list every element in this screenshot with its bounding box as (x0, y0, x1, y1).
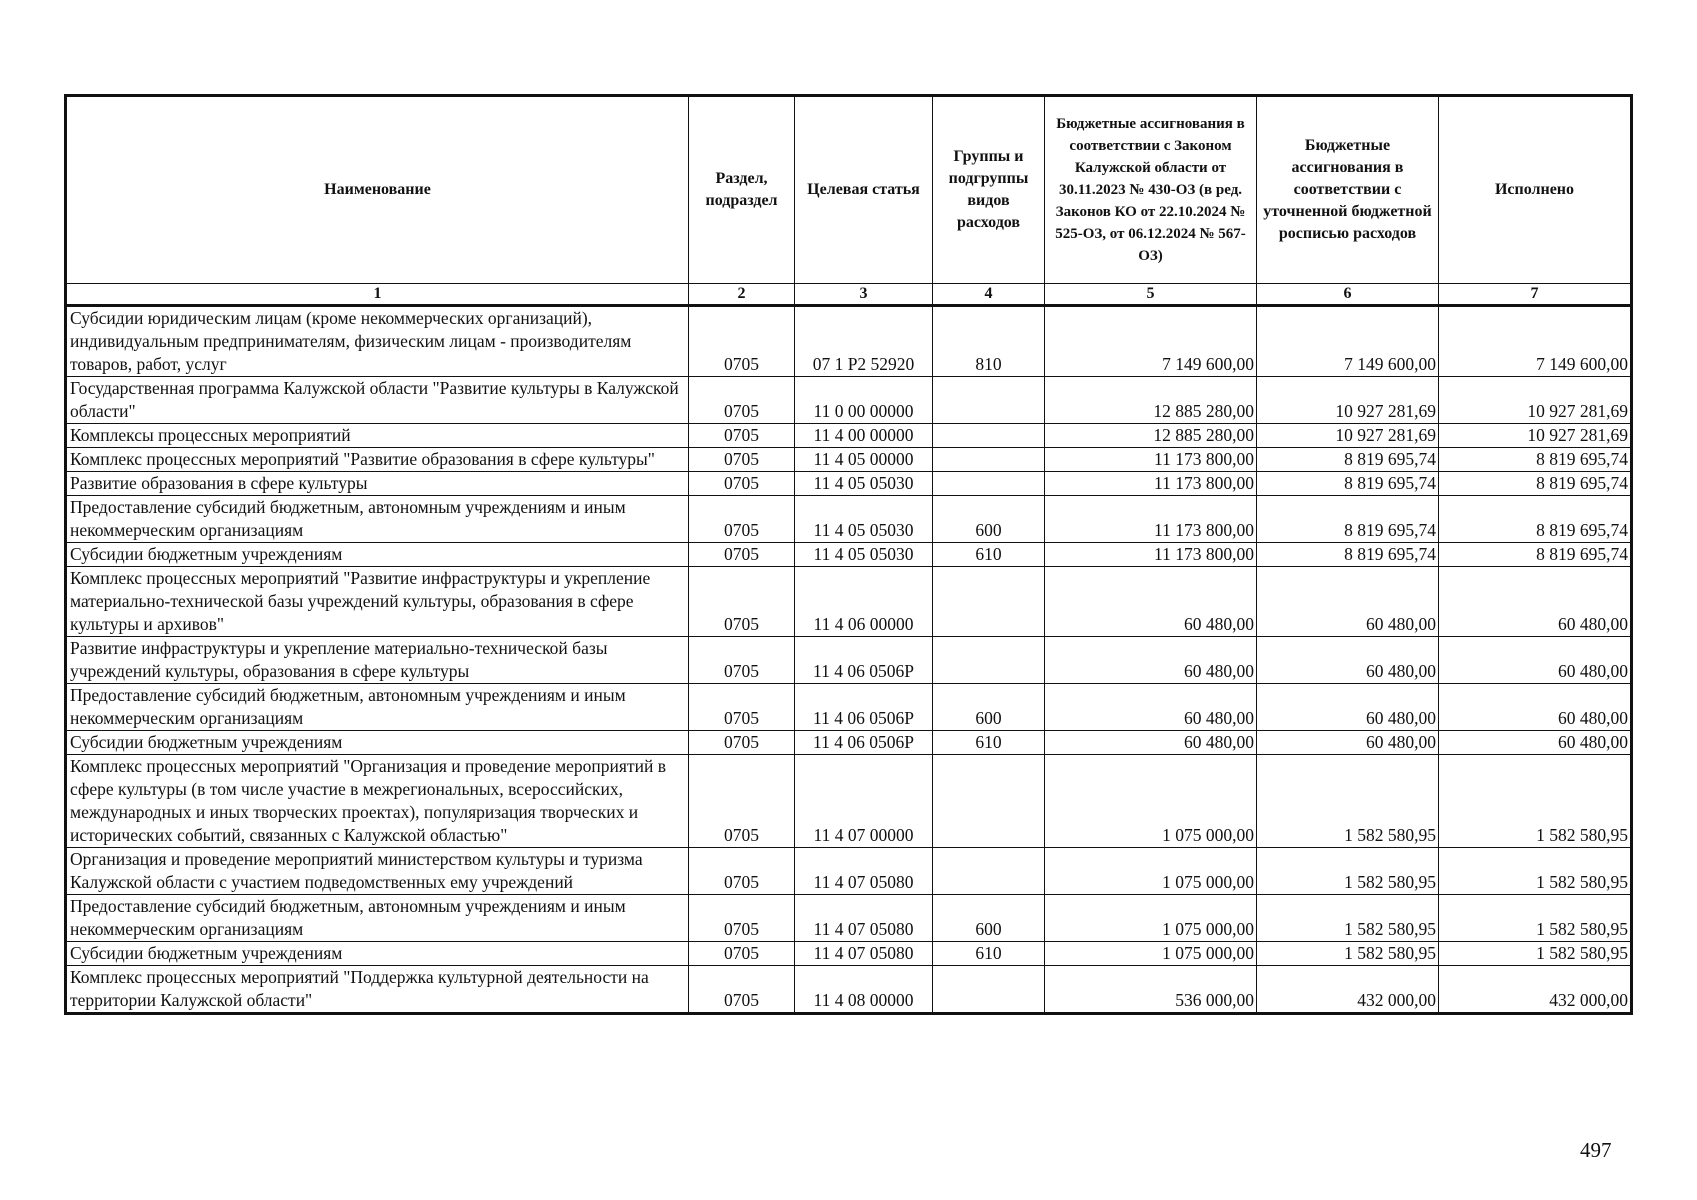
header-name: Наименование (66, 96, 689, 284)
cell-law-allocation: 11 173 800,00 (1045, 448, 1257, 472)
cell-executed: 60 480,00 (1439, 567, 1632, 637)
cell-name: Субсидии бюджетным учреждениям (66, 731, 689, 755)
column-number: 2 (689, 284, 795, 306)
cell-executed: 60 480,00 (1439, 731, 1632, 755)
cell-target-article: 07 1 Р2 52920 (795, 306, 933, 377)
cell-target-article: 11 4 07 00000 (795, 755, 933, 848)
cell-target-article: 11 4 06 0506Р (795, 731, 933, 755)
table-row (66, 377, 1632, 424)
cell-expense-group: 610 (933, 942, 1045, 966)
cell-executed: 8 819 695,74 (1439, 472, 1632, 496)
budget-table (64, 94, 1633, 1015)
cell-law-allocation: 60 480,00 (1045, 684, 1257, 731)
cell-law-allocation: 60 480,00 (1045, 637, 1257, 684)
cell-executed: 1 582 580,95 (1439, 895, 1632, 942)
cell-name: Комплекс процессных мероприятий "Организация и проведение мероприятий в сфере культуры (в том числе участие в межрегиональных, всероссийских, международных и иных творческих проектах), популяризация творческих и исторических событий, связанных с Калужской областью" (66, 755, 689, 848)
cell-revised-allocation: 8 819 695,74 (1257, 472, 1439, 496)
cell-name: Комплекс процессных мероприятий "Поддержка культурной деятельности на территории Калужской области" (66, 966, 689, 1014)
cell-expense-group (933, 567, 1045, 637)
cell-revised-allocation: 60 480,00 (1257, 731, 1439, 755)
cell-section: 0705 (689, 895, 795, 942)
cell-name: Предоставление субсидий бюджетным, автономным учреждениям и иным некоммерческим организациям (66, 895, 689, 942)
cell-name: Субсидии юридическим лицам (кроме некоммерческих организаций), индивидуальным предпринимателям, физическим лицам - производителям товаров, работ, услуг (66, 306, 689, 377)
table-row (66, 496, 1632, 543)
cell-revised-allocation: 60 480,00 (1257, 637, 1439, 684)
cell-executed: 8 819 695,74 (1439, 448, 1632, 472)
table-row (66, 472, 1632, 496)
cell-expense-group: 610 (933, 731, 1045, 755)
cell-section: 0705 (689, 448, 795, 472)
cell-law-allocation: 60 480,00 (1045, 567, 1257, 637)
cell-law-allocation: 1 075 000,00 (1045, 848, 1257, 895)
cell-target-article: 11 4 05 05030 (795, 472, 933, 496)
cell-name: Развитие инфраструктуры и укрепление материально-технической базы учреждений культуры, образования в сфере культуры (66, 637, 689, 684)
cell-revised-allocation: 10 927 281,69 (1257, 377, 1439, 424)
cell-target-article: 11 4 05 00000 (795, 448, 933, 472)
cell-name: Комплексы процессных мероприятий (66, 424, 689, 448)
cell-revised-allocation: 8 819 695,74 (1257, 448, 1439, 472)
cell-revised-allocation: 60 480,00 (1257, 684, 1439, 731)
header-revised-allocations: Бюджетные ассигнования в соответствии с уточненной бюджетной росписью расходов (1257, 96, 1439, 284)
cell-expense-group: 600 (933, 684, 1045, 731)
cell-section: 0705 (689, 755, 795, 848)
column-number: 4 (933, 284, 1045, 306)
cell-section: 0705 (689, 848, 795, 895)
cell-section: 0705 (689, 684, 795, 731)
cell-expense-group (933, 448, 1045, 472)
cell-expense-group: 810 (933, 306, 1045, 377)
table-row (66, 966, 1632, 1014)
cell-target-article: 11 4 00 00000 (795, 424, 933, 448)
table-header (66, 96, 1632, 306)
page-number: 497 (1580, 1138, 1612, 1162)
header-target-article: Целевая статья (795, 96, 933, 284)
header-section: Раздел, подраздел (689, 96, 795, 284)
cell-law-allocation: 1 075 000,00 (1045, 755, 1257, 848)
cell-executed: 8 819 695,74 (1439, 543, 1632, 567)
cell-law-allocation: 536 000,00 (1045, 966, 1257, 1014)
cell-name: Комплекс процессных мероприятий "Развитие инфраструктуры и укрепление материально-технической базы учреждений культуры, образования в сфере культуры и архивов" (66, 567, 689, 637)
cell-target-article: 11 4 06 00000 (795, 567, 933, 637)
cell-name: Государственная программа Калужской области "Развитие культуры в Калужской области" (66, 377, 689, 424)
cell-expense-group (933, 637, 1045, 684)
column-number: 6 (1257, 284, 1439, 306)
cell-expense-group: 600 (933, 895, 1045, 942)
cell-target-article: 11 0 00 00000 (795, 377, 933, 424)
cell-expense-group (933, 377, 1045, 424)
cell-expense-group (933, 755, 1045, 848)
table-row (66, 942, 1632, 966)
cell-name: Организация и проведение мероприятий министерством культуры и туризма Калужской области с участием подведомственных ему учреждений (66, 848, 689, 895)
cell-executed: 432 000,00 (1439, 966, 1632, 1014)
cell-revised-allocation: 8 819 695,74 (1257, 543, 1439, 567)
cell-target-article: 11 4 05 05030 (795, 543, 933, 567)
cell-name: Комплекс процессных мероприятий "Развитие образования в сфере культуры" (66, 448, 689, 472)
cell-expense-group: 600 (933, 496, 1045, 543)
table-row (66, 637, 1632, 684)
cell-expense-group: 610 (933, 543, 1045, 567)
cell-section: 0705 (689, 306, 795, 377)
header-executed: Исполнено (1439, 96, 1632, 284)
cell-target-article: 11 4 07 05080 (795, 942, 933, 966)
table-body (66, 306, 1632, 1014)
cell-executed: 10 927 281,69 (1439, 377, 1632, 424)
cell-law-allocation: 60 480,00 (1045, 731, 1257, 755)
cell-name: Развитие образования в сфере культуры (66, 472, 689, 496)
cell-target-article: 11 4 06 0506Р (795, 684, 933, 731)
cell-section: 0705 (689, 424, 795, 448)
cell-target-article: 11 4 07 05080 (795, 895, 933, 942)
cell-expense-group (933, 424, 1045, 448)
table-row (66, 448, 1632, 472)
cell-revised-allocation: 1 582 580,95 (1257, 942, 1439, 966)
cell-law-allocation: 12 885 280,00 (1045, 377, 1257, 424)
cell-target-article: 11 4 05 05030 (795, 496, 933, 543)
cell-section: 0705 (689, 543, 795, 567)
cell-section: 0705 (689, 942, 795, 966)
cell-law-allocation: 1 075 000,00 (1045, 942, 1257, 966)
cell-revised-allocation: 1 582 580,95 (1257, 848, 1439, 895)
header-law-allocations: Бюджетные ассигнования в соответствии с Законом Калужской области от 30.11.2023 № 430-ОЗ (в ред. Законов КО от 22.10.2024 № 525-ОЗ, от 06.12.2024 № 567-ОЗ) (1045, 96, 1257, 284)
cell-executed: 1 582 580,95 (1439, 848, 1632, 895)
cell-law-allocation: 11 173 800,00 (1045, 543, 1257, 567)
table-row (66, 848, 1632, 895)
cell-law-allocation: 7 149 600,00 (1045, 306, 1257, 377)
cell-executed: 60 480,00 (1439, 684, 1632, 731)
cell-target-article: 11 4 06 0506Р (795, 637, 933, 684)
column-number: 1 (66, 284, 689, 306)
cell-executed: 7 149 600,00 (1439, 306, 1632, 377)
cell-executed: 1 582 580,95 (1439, 942, 1632, 966)
column-number: 3 (795, 284, 933, 306)
cell-executed: 1 582 580,95 (1439, 755, 1632, 848)
cell-section: 0705 (689, 731, 795, 755)
table-row (66, 755, 1632, 848)
cell-revised-allocation: 8 819 695,74 (1257, 496, 1439, 543)
cell-target-article: 11 4 07 05080 (795, 848, 933, 895)
cell-law-allocation: 11 173 800,00 (1045, 472, 1257, 496)
cell-revised-allocation: 10 927 281,69 (1257, 424, 1439, 448)
table-row (66, 306, 1632, 377)
cell-section: 0705 (689, 567, 795, 637)
cell-name: Предоставление субсидий бюджетным, автономным учреждениям и иным некоммерческим организациям (66, 684, 689, 731)
header-expense-groups: Группы и подгруппы видов расходов (933, 96, 1045, 284)
cell-section: 0705 (689, 377, 795, 424)
cell-executed: 60 480,00 (1439, 637, 1632, 684)
cell-executed: 8 819 695,74 (1439, 496, 1632, 543)
column-number: 7 (1439, 284, 1632, 306)
cell-law-allocation: 12 885 280,00 (1045, 424, 1257, 448)
table-row (66, 424, 1632, 448)
column-number: 5 (1045, 284, 1257, 306)
cell-revised-allocation: 60 480,00 (1257, 567, 1439, 637)
cell-section: 0705 (689, 472, 795, 496)
cell-section: 0705 (689, 966, 795, 1014)
table-row (66, 567, 1632, 637)
cell-section: 0705 (689, 637, 795, 684)
table-row (66, 731, 1632, 755)
cell-revised-allocation: 1 582 580,95 (1257, 895, 1439, 942)
cell-revised-allocation: 1 582 580,95 (1257, 755, 1439, 848)
table-row (66, 684, 1632, 731)
table-row (66, 895, 1632, 942)
cell-target-article: 11 4 08 00000 (795, 966, 933, 1014)
cell-law-allocation: 11 173 800,00 (1045, 496, 1257, 543)
cell-section: 0705 (689, 496, 795, 543)
cell-revised-allocation: 432 000,00 (1257, 966, 1439, 1014)
cell-executed: 10 927 281,69 (1439, 424, 1632, 448)
cell-name: Субсидии бюджетным учреждениям (66, 942, 689, 966)
cell-law-allocation: 1 075 000,00 (1045, 895, 1257, 942)
cell-name: Субсидии бюджетным учреждениям (66, 543, 689, 567)
cell-expense-group (933, 848, 1045, 895)
table-row (66, 543, 1632, 567)
cell-expense-group (933, 472, 1045, 496)
cell-name: Предоставление субсидий бюджетным, автономным учреждениям и иным некоммерческим организациям (66, 496, 689, 543)
cell-expense-group (933, 966, 1045, 1014)
cell-revised-allocation: 7 149 600,00 (1257, 306, 1439, 377)
